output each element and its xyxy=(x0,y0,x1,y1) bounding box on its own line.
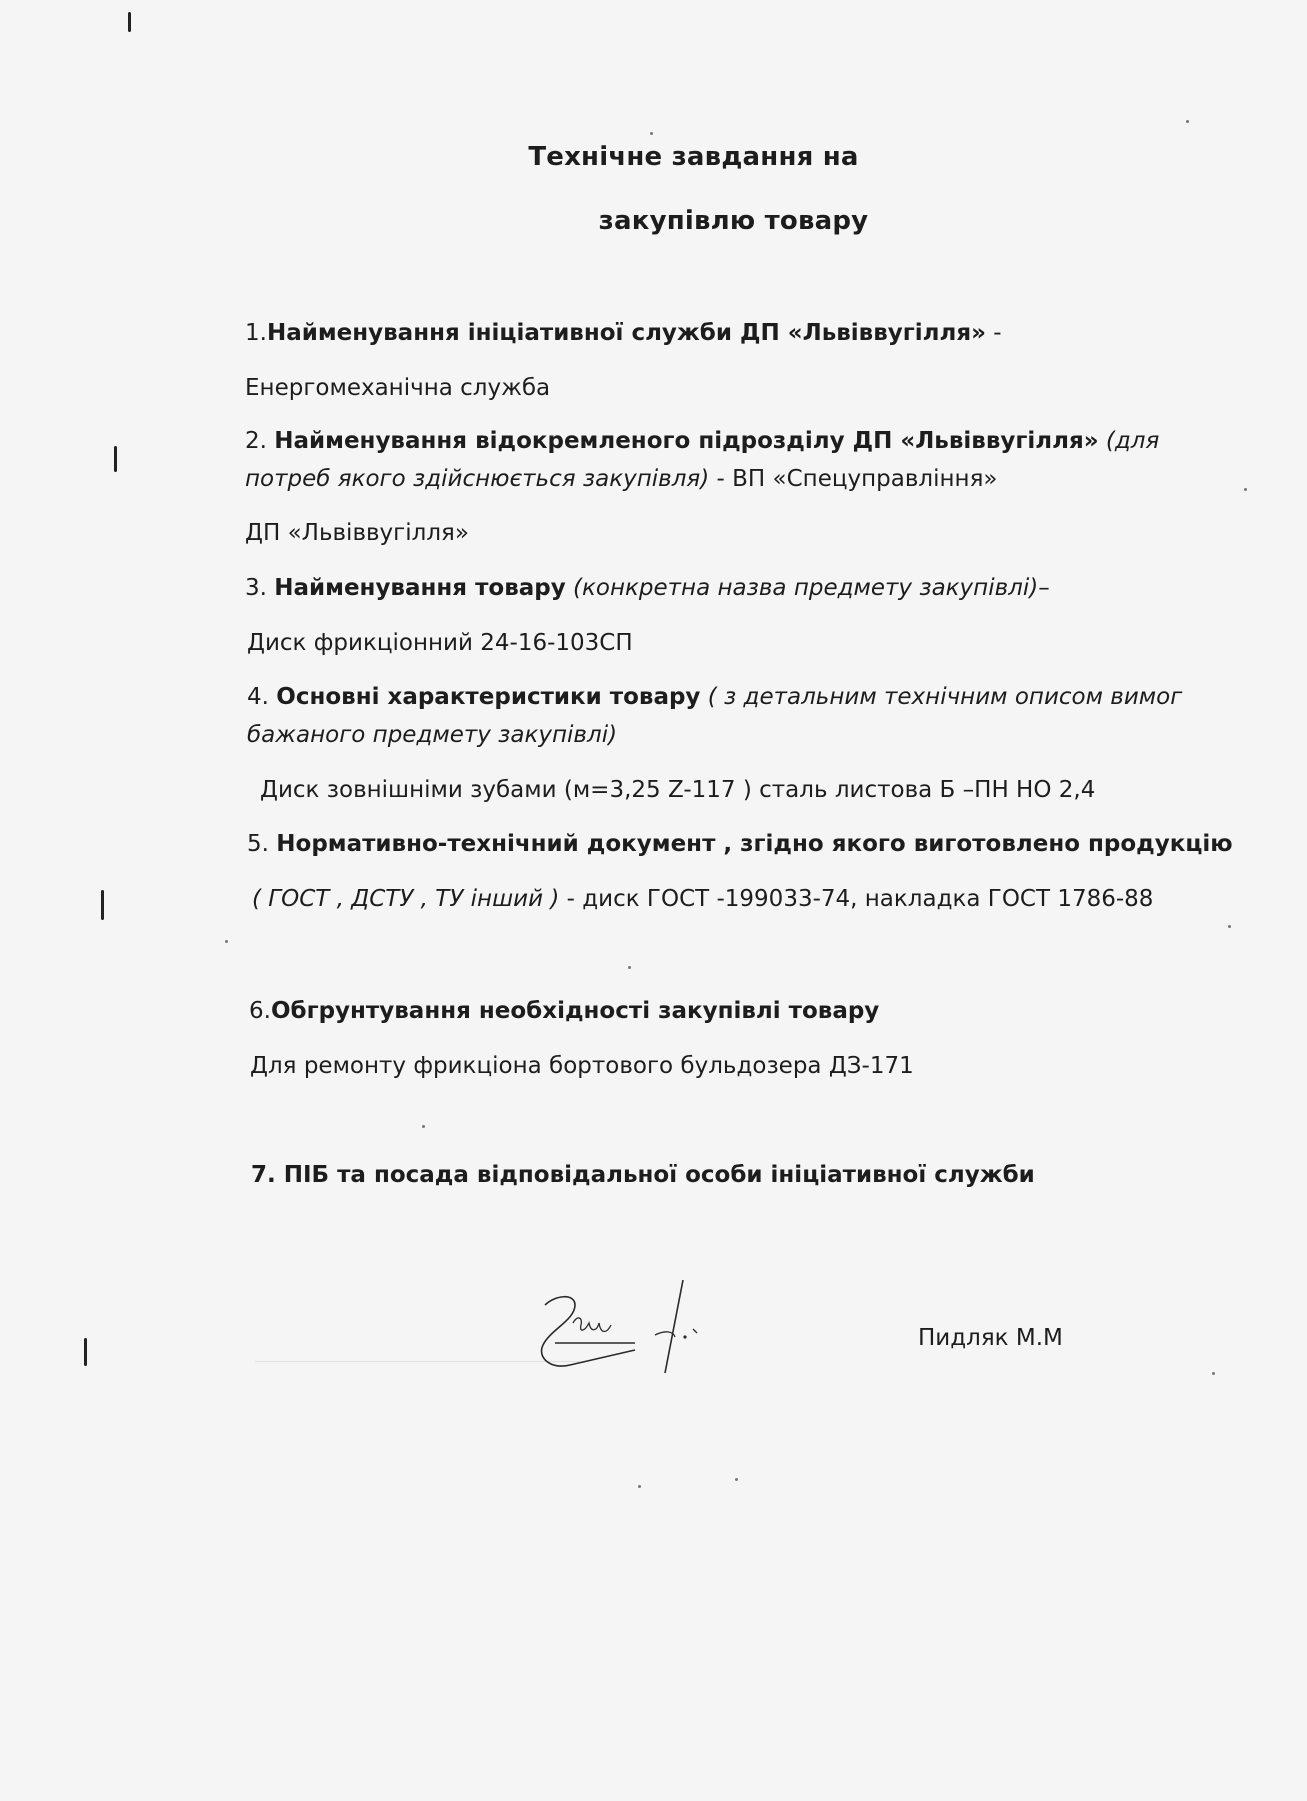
scan-speck xyxy=(1212,1372,1215,1375)
section-heading: Найменування відокремленого підрозділу ДП «Львіввугілля» xyxy=(274,428,1099,454)
scan-mark xyxy=(84,1338,87,1366)
section-note: (для xyxy=(1098,428,1160,454)
section-value: - ВП «Спецуправління» xyxy=(709,466,998,492)
section-1-heading xyxy=(245,322,1002,345)
section-note: (конкретна назва предмету закупівлі) xyxy=(565,575,1039,601)
scan-speck xyxy=(650,132,653,135)
scan-mark xyxy=(128,12,131,32)
scan-mark xyxy=(101,890,104,920)
document-title-line1: Технічне завдання на xyxy=(528,142,859,172)
section-note: ( з детальним технічним описом вимог xyxy=(700,684,1183,710)
scan-speck xyxy=(638,1485,641,1488)
section-heading: Обгрунтування необхідності закупівлі товару xyxy=(270,998,880,1024)
signatory-name: Пидляк М.М xyxy=(918,1325,1063,1351)
section-2-value: ДП «Львіввугілля» xyxy=(245,520,469,546)
section-2-line2 xyxy=(245,468,998,491)
scan-speck xyxy=(225,940,228,943)
section-value: - диск ГОСТ -199033-74, накладка ГОСТ 1786-88 xyxy=(566,886,1154,912)
section-1-value: Енергомеханічна служба xyxy=(245,375,551,401)
section-2-heading xyxy=(245,430,1159,453)
section-number: 4. xyxy=(247,684,277,710)
section-3-value: Диск фрикціонний 24-16-103СП xyxy=(247,630,633,656)
section-number: 6. xyxy=(249,998,271,1024)
section-6-value: Для ремонту фрикціона бортового бульдозера ДЗ-171 xyxy=(250,1053,914,1079)
section-number: 5. xyxy=(247,831,277,857)
section-7-heading: 7. ПІБ та посада відповідальної особи ініціативної служби xyxy=(251,1162,1035,1188)
section-heading: Найменування ініціативної служби ДП «Львіввугілля» xyxy=(266,320,986,346)
section-note: ( ГОСТ , ДСТУ , ТУ інший ) xyxy=(252,886,567,912)
section-3-heading xyxy=(245,577,1050,600)
scan-speck xyxy=(422,1125,425,1128)
dash: - xyxy=(986,320,1002,346)
dash: – xyxy=(1038,575,1050,601)
scan-speck xyxy=(1244,488,1247,491)
section-6-heading xyxy=(249,1000,879,1023)
section-number: 2. xyxy=(245,428,275,454)
document-title-line2: закупівлю товару xyxy=(598,206,869,236)
scan-speck xyxy=(628,966,631,969)
scan-speck xyxy=(1228,925,1231,928)
scan-speck xyxy=(1186,120,1189,123)
section-heading: Нормативно-технічний документ , згідно якого виготовлено продукцію xyxy=(276,831,1233,857)
section-5-heading xyxy=(247,833,1233,856)
section-note: потреб якого здійснюється закупівля) xyxy=(245,466,710,492)
section-4-note-line2: бажаного предмету закупівлі) xyxy=(247,722,618,748)
handwritten-signature xyxy=(515,1275,705,1375)
section-number: 3. xyxy=(245,575,275,601)
section-heading: Найменування товару xyxy=(274,575,566,601)
section-4-value: Диск зовнішніми зубами (м=3,25 Z-117 ) сталь листова Б –ПН НО 2,4 xyxy=(260,777,1096,803)
section-heading: Основні характеристики товару xyxy=(276,684,701,710)
scan-speck xyxy=(735,1478,738,1481)
section-4-heading xyxy=(247,686,1182,709)
scan-mark xyxy=(114,446,117,472)
section-number: 1. xyxy=(245,320,267,346)
section-5-value xyxy=(252,888,1153,911)
